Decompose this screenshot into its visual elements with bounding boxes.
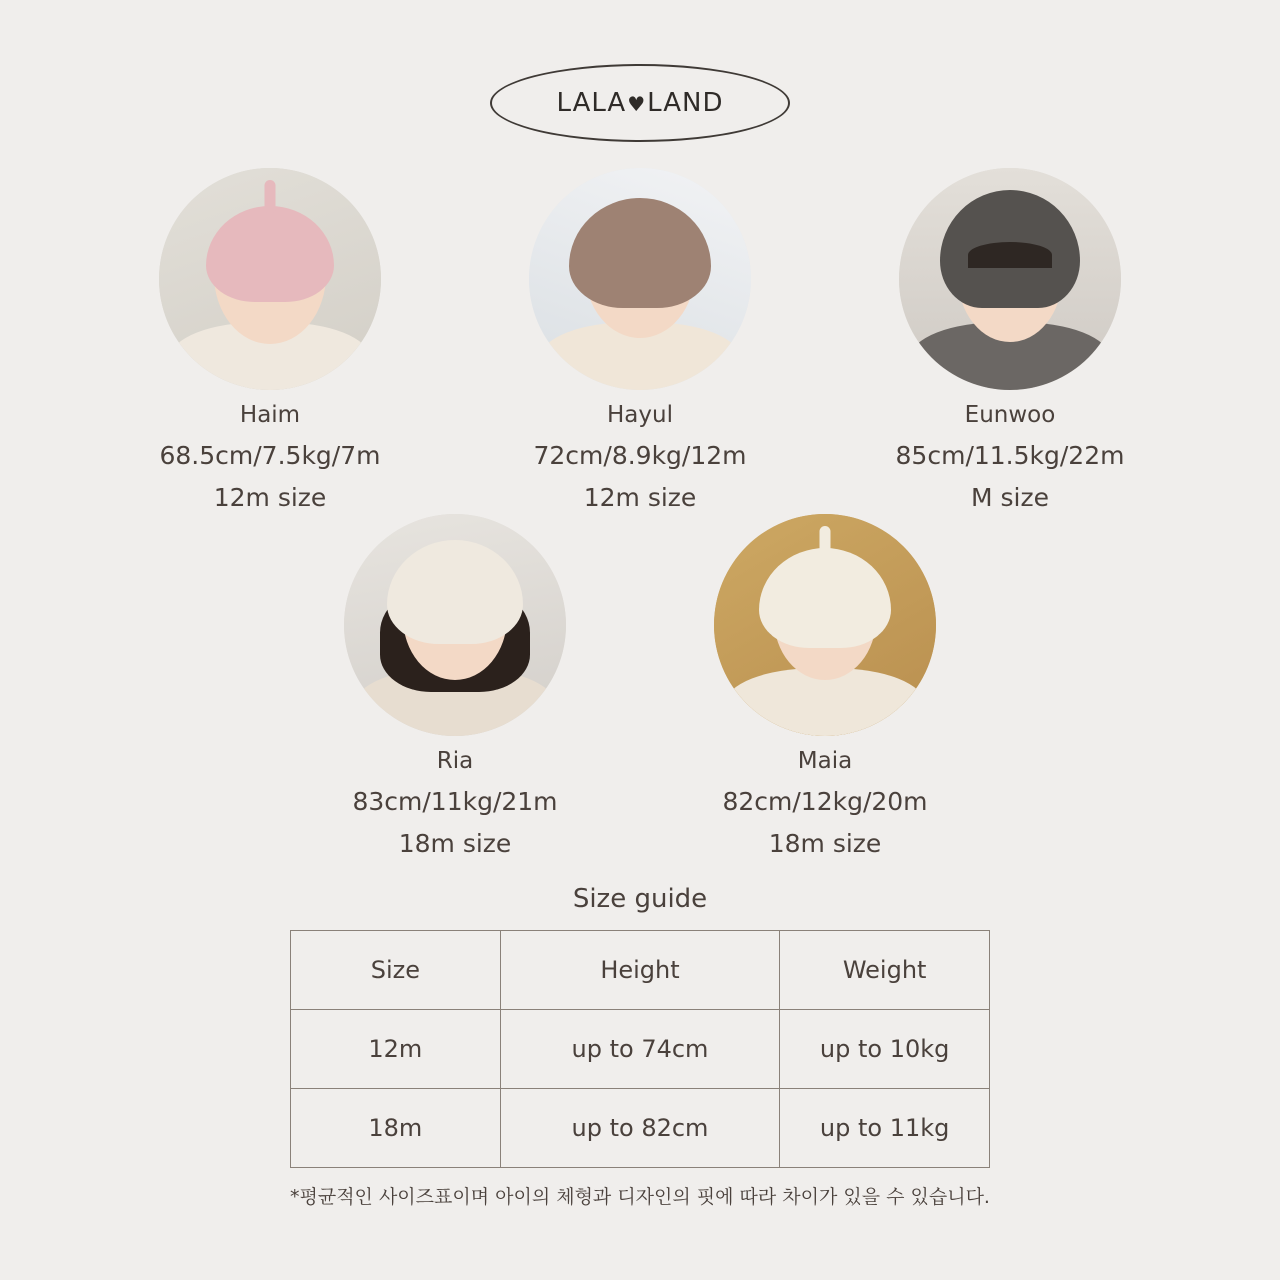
model-card-maia — [695, 514, 955, 858]
model-name: Maia — [797, 748, 853, 774]
column-header-size: Size — [291, 931, 501, 1010]
model-card-ria — [325, 514, 585, 858]
model-card-eunwoo — [880, 168, 1140, 512]
column-header-height: Height — [500, 931, 780, 1010]
model-name: Ria — [436, 748, 474, 774]
brand-name-left: LALA — [556, 88, 627, 118]
cell-weight: up to 10kg — [780, 1010, 990, 1089]
model-photo-haim — [159, 168, 381, 390]
model-name: Hayul — [607, 402, 673, 428]
model-name: Eunwoo — [964, 402, 1056, 428]
cell-size: 12m — [291, 1010, 501, 1089]
model-row-top — [0, 168, 1280, 512]
brand-header — [0, 0, 1280, 142]
model-spec: 85cm/11.5kg/22m — [895, 441, 1125, 470]
size-guide-footnote: *평균적인 사이즈표이며 아이의 체형과 디자인의 핏에 따라 차이가 있을 수 있습니다. — [290, 1186, 990, 1208]
model-spec: 82cm/12kg/20m — [722, 787, 928, 816]
model-size: 12m size — [583, 483, 697, 512]
table-header-row — [291, 931, 990, 1010]
model-name: Haim — [239, 402, 301, 428]
model-spec: 83cm/11kg/21m — [352, 787, 558, 816]
model-photo-eunwoo — [899, 168, 1121, 390]
heart-icon: ♥ — [627, 92, 647, 116]
model-photo-hayul — [529, 168, 751, 390]
model-card-hayul — [510, 168, 770, 512]
brand-name-right: LAND — [647, 88, 724, 118]
size-guide-table — [290, 930, 990, 1168]
model-size: 18m size — [768, 829, 882, 858]
model-photo-ria — [344, 514, 566, 736]
model-size: M size — [971, 483, 1049, 512]
cell-height: up to 74cm — [500, 1010, 780, 1089]
column-header-weight: Weight — [780, 931, 990, 1010]
model-spec: 72cm/8.9kg/12m — [533, 441, 747, 470]
cell-size: 18m — [291, 1089, 501, 1168]
table-row — [291, 1010, 990, 1089]
cell-height: up to 82cm — [500, 1089, 780, 1168]
model-row-bottom — [0, 514, 1280, 858]
size-guide-title: Size guide — [572, 884, 708, 914]
table-row — [291, 1089, 990, 1168]
model-card-haim — [140, 168, 400, 512]
model-photo-maia — [714, 514, 936, 736]
model-size: 12m size — [213, 483, 327, 512]
size-guide-table-wrap — [290, 930, 990, 1168]
model-size: 18m size — [398, 829, 512, 858]
brand-logo — [490, 64, 790, 142]
cell-weight: up to 11kg — [780, 1089, 990, 1168]
model-spec: 68.5cm/7.5kg/7m — [159, 441, 381, 470]
brand-logo-text — [556, 88, 723, 118]
